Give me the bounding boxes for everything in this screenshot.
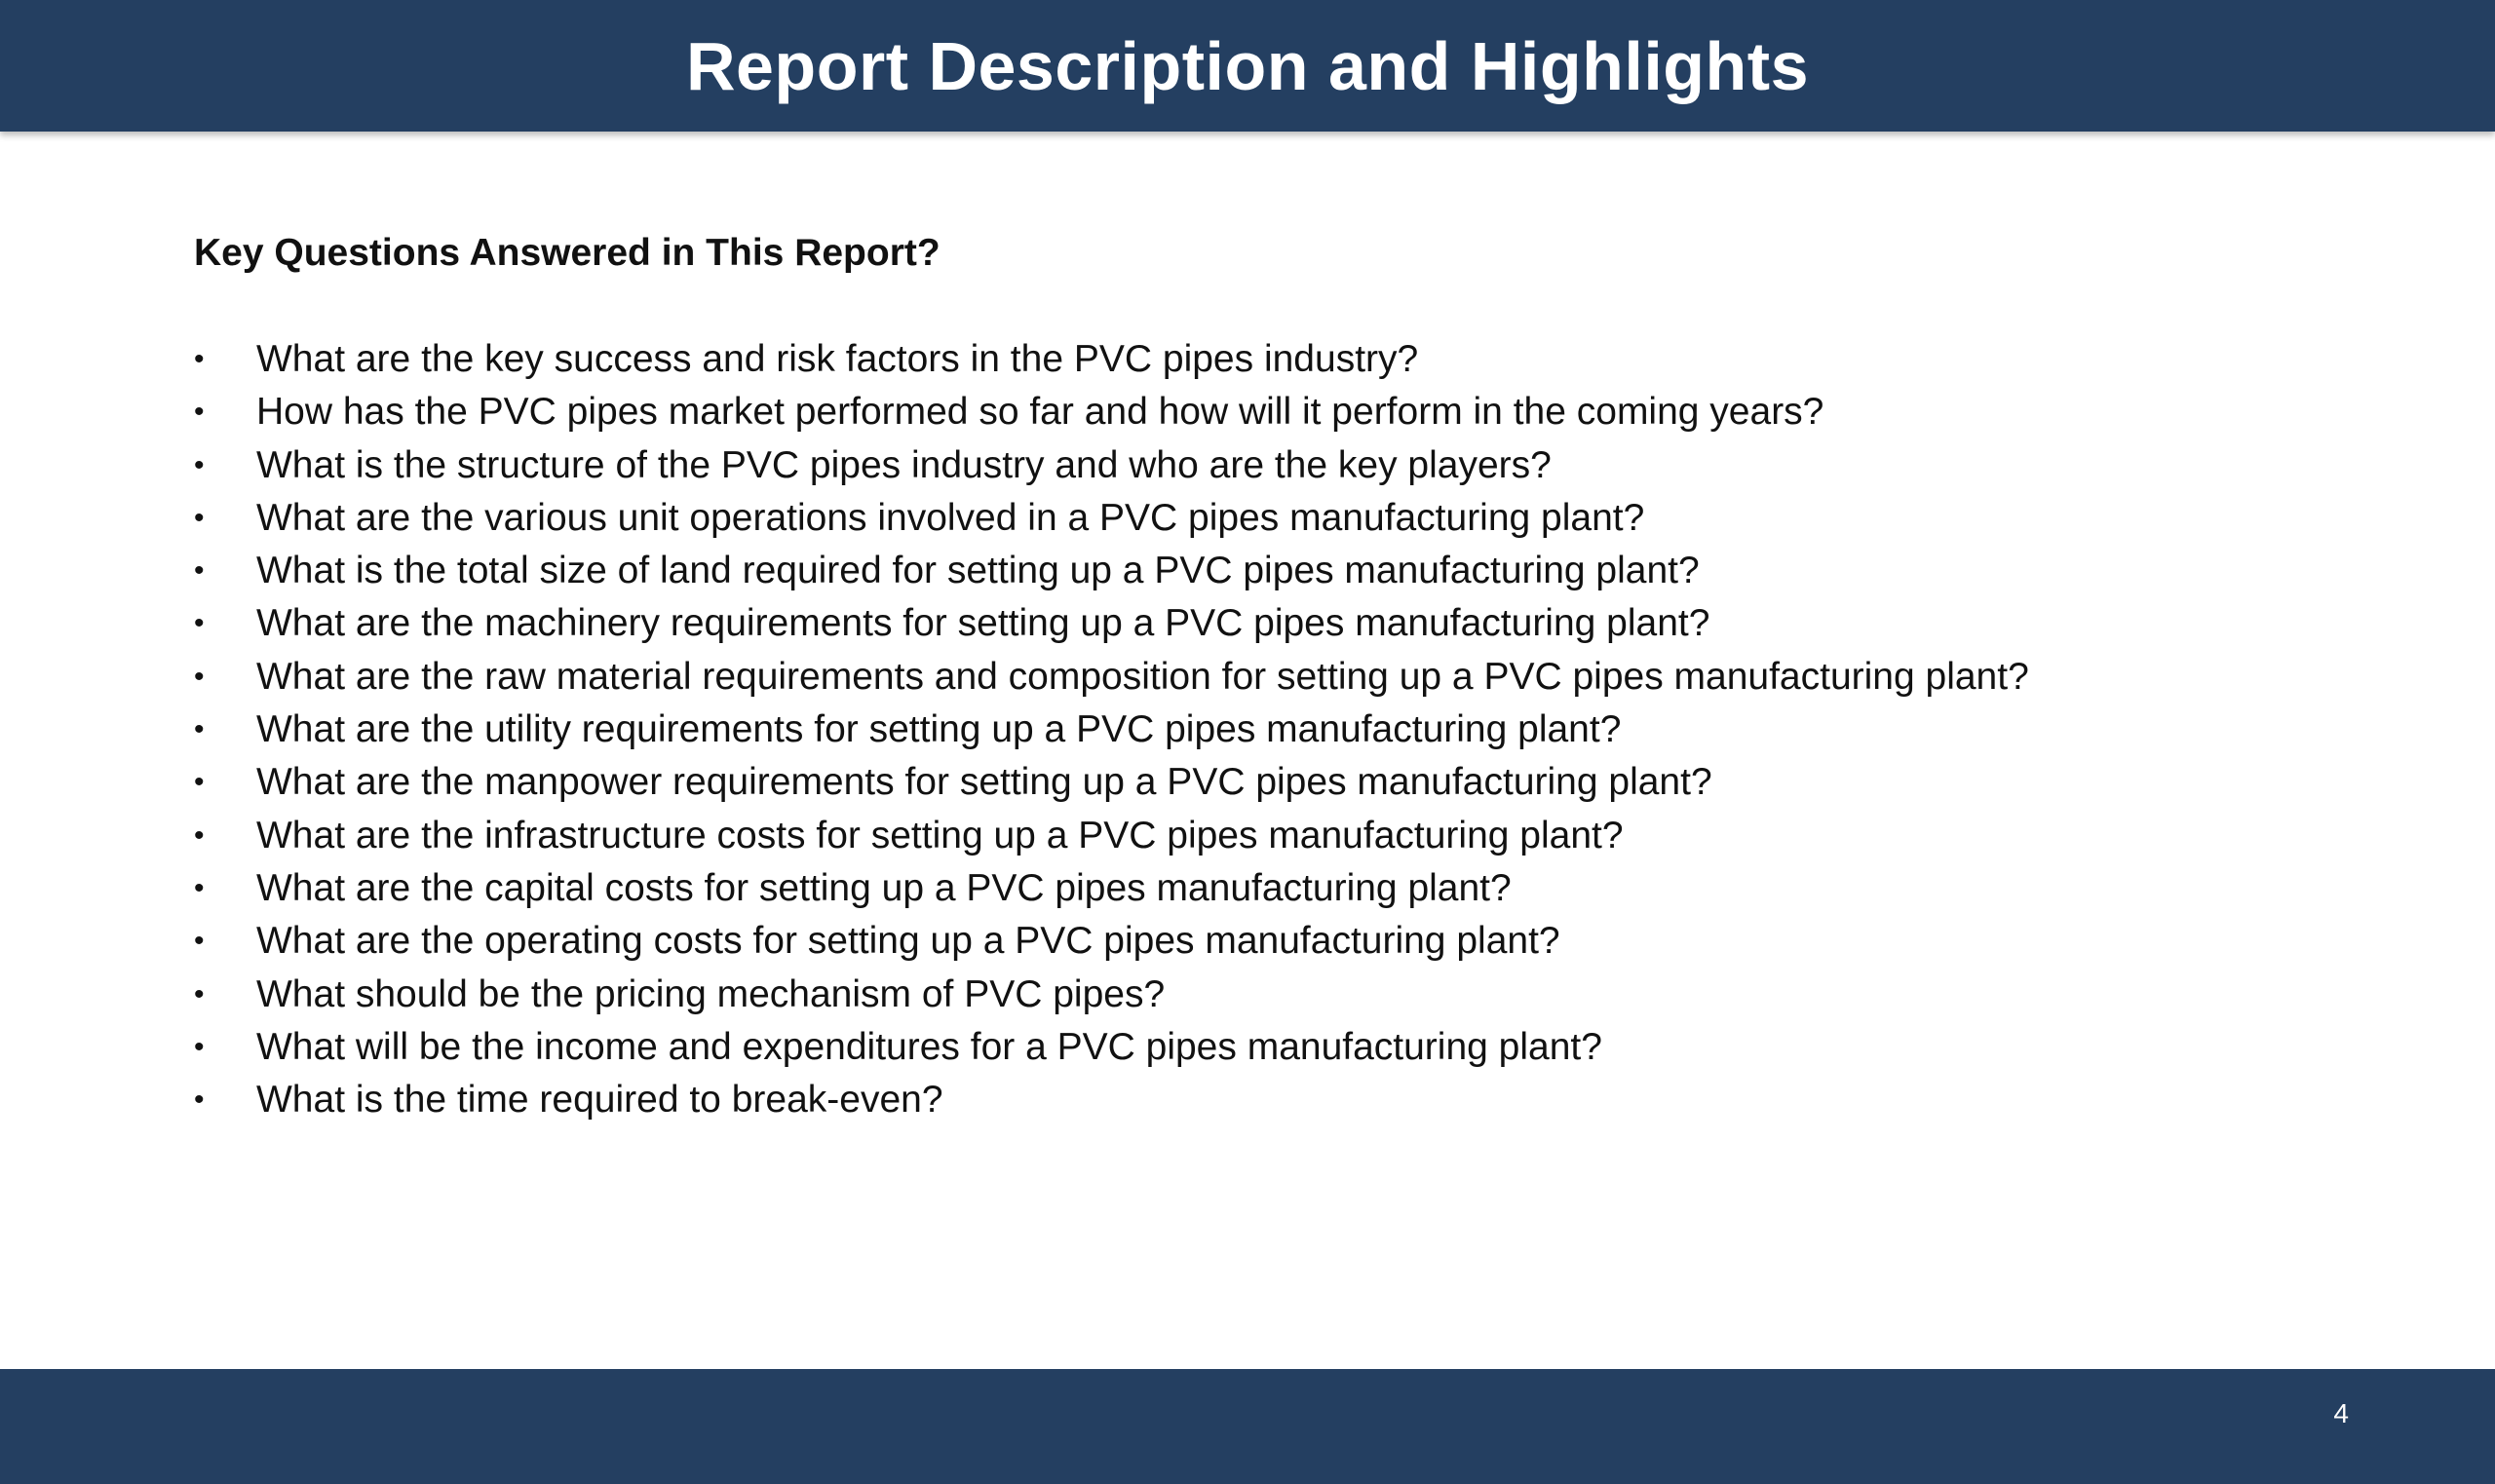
bullet-icon: • xyxy=(194,1084,205,1117)
bullet-icon: • xyxy=(194,343,205,375)
bullet-icon: • xyxy=(194,818,205,852)
question-text: What are the manpower requirements for setting up a PVC pipes manufacturing plant? xyxy=(256,761,1712,804)
question-text: How has the PVC pipes market performed so far and how will it perform in the coming years? xyxy=(256,391,1824,434)
list-item xyxy=(194,1021,2338,1074)
list-item xyxy=(194,862,2338,915)
list-item xyxy=(194,756,2338,809)
page-number: 4 xyxy=(2333,1398,2349,1428)
question-text: What is the time required to break-even? xyxy=(256,1079,943,1122)
question-text: What are the utility requirements for setting up a PVC pipes manufacturing plant? xyxy=(256,708,1622,751)
list-item xyxy=(194,439,2338,492)
list-item xyxy=(194,333,2338,386)
list-item xyxy=(194,915,2338,968)
list-item xyxy=(194,1074,2338,1126)
question-text: What are the operating costs for setting up a PVC pipes manufacturing plant? xyxy=(256,920,1560,963)
section-heading: Key Questions Answered in This Report? xyxy=(194,232,940,274)
list-item xyxy=(194,545,2338,597)
list-item xyxy=(194,810,2338,862)
question-text: What will be the income and expenditures for a PVC pipes manufacturing plant? xyxy=(256,1025,1602,1068)
list-item xyxy=(194,969,2338,1021)
list-item xyxy=(194,651,2338,704)
question-text: What should be the pricing mechanism of PVC pipes? xyxy=(256,972,1166,1015)
question-text: What are the key success and risk factors in the PVC pipes industry? xyxy=(256,338,1419,380)
bullet-icon: • xyxy=(194,766,205,799)
bullet-icon: • xyxy=(194,396,205,429)
question-text: What are the various unit operations involved in a PVC pipes manufacturing plant? xyxy=(256,496,1645,539)
question-text: What is the structure of the PVC pipes industry and who are the key players? xyxy=(256,443,1552,486)
bullet-icon: • xyxy=(194,871,205,904)
question-list xyxy=(194,333,2338,1126)
question-text: What are the infrastructure costs for setting up a PVC pipes manufacturing plant? xyxy=(256,814,1624,856)
question-text: What are the capital costs for setting up a PVC pipes manufacturing plant? xyxy=(256,866,1512,909)
bullet-icon: • xyxy=(194,448,205,481)
main-content xyxy=(194,224,2338,1126)
list-item xyxy=(194,386,2338,438)
bullet-icon: • xyxy=(194,1030,205,1063)
header-bar xyxy=(0,0,2495,132)
question-text: What is the total size of land required for setting up a PVC pipes manufacturing plant? xyxy=(256,550,1700,592)
bullet-icon: • xyxy=(194,977,205,1010)
bullet-icon: • xyxy=(194,607,205,640)
bullet-icon: • xyxy=(194,660,205,693)
list-item xyxy=(194,597,2338,650)
bullet-icon: • xyxy=(194,554,205,588)
bullet-icon: • xyxy=(194,713,205,746)
question-text: What are the machinery requirements for setting up a PVC pipes manufacturing plant? xyxy=(256,602,1710,645)
page-title: Report Description and Highlights xyxy=(685,27,1810,104)
footer-bar xyxy=(0,1369,2495,1484)
bullet-icon: • xyxy=(194,501,205,534)
bullet-icon: • xyxy=(194,925,205,958)
list-item xyxy=(194,704,2338,756)
question-text: What are the raw material requirements and composition for setting up a PVC pipes manufacturing plant? xyxy=(256,655,2029,698)
list-item xyxy=(194,492,2338,545)
